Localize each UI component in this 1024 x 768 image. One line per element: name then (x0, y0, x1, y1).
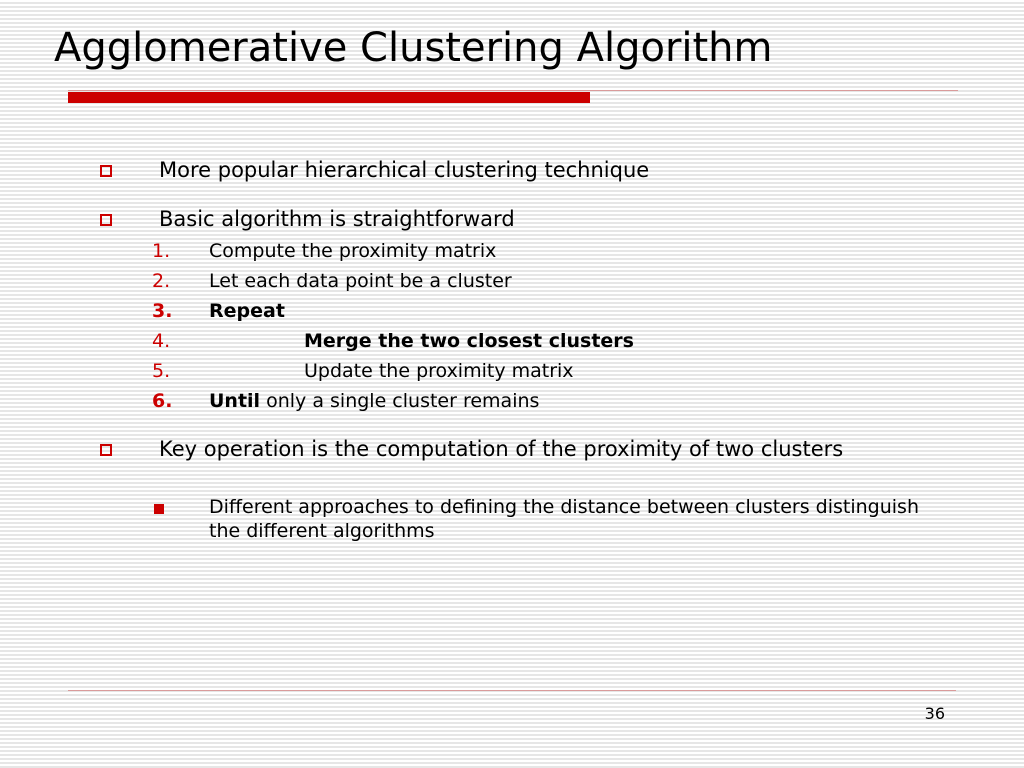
hollow-square-bullet-icon (100, 214, 112, 226)
filled-square-bullet-icon (154, 504, 164, 514)
bullet-item (100, 436, 960, 490)
step-remainder: only a single cluster remains (260, 390, 540, 412)
hollow-square-bullet-icon (100, 165, 112, 177)
step-text (304, 329, 1024, 353)
step-text: Let each data point be a cluster (209, 270, 512, 292)
footer-divider (68, 690, 956, 691)
title-divider-accent (68, 92, 590, 103)
step-number: 1. (152, 240, 171, 262)
step-text (209, 299, 949, 323)
step-keyword: Repeat (209, 300, 285, 322)
bullet-text: More popular hierarchical clustering technique (159, 158, 650, 182)
step-number: 4. (152, 330, 171, 352)
step-text: Compute the proximity matrix (209, 240, 497, 262)
slide-title: Agglomerative Clustering Algorithm (54, 25, 773, 71)
step-text (209, 389, 949, 413)
step-number: 5. (152, 360, 171, 382)
step-number: 6. (152, 390, 173, 412)
bullet-item (100, 206, 960, 234)
step-keyword: Until (209, 390, 261, 412)
page-number: 36 (924, 704, 945, 723)
step-number: 3. (152, 300, 173, 322)
step-number: 2. (152, 270, 171, 292)
hollow-square-bullet-icon (100, 444, 112, 456)
bullet-text: Basic algorithm is straightforward (159, 207, 515, 231)
step-text: Update the proximity matrix (304, 360, 574, 382)
bullet-item (100, 157, 960, 185)
bullet-text: Key operation is the computation of the proximity of two clusters (159, 437, 844, 461)
step-emphasis: Merge the two closest clusters (304, 330, 634, 352)
title-divider-thin (68, 90, 958, 91)
sub-bullet-text: Different approaches to defining the distance between clusters distinguish the different algorithms (209, 496, 919, 542)
